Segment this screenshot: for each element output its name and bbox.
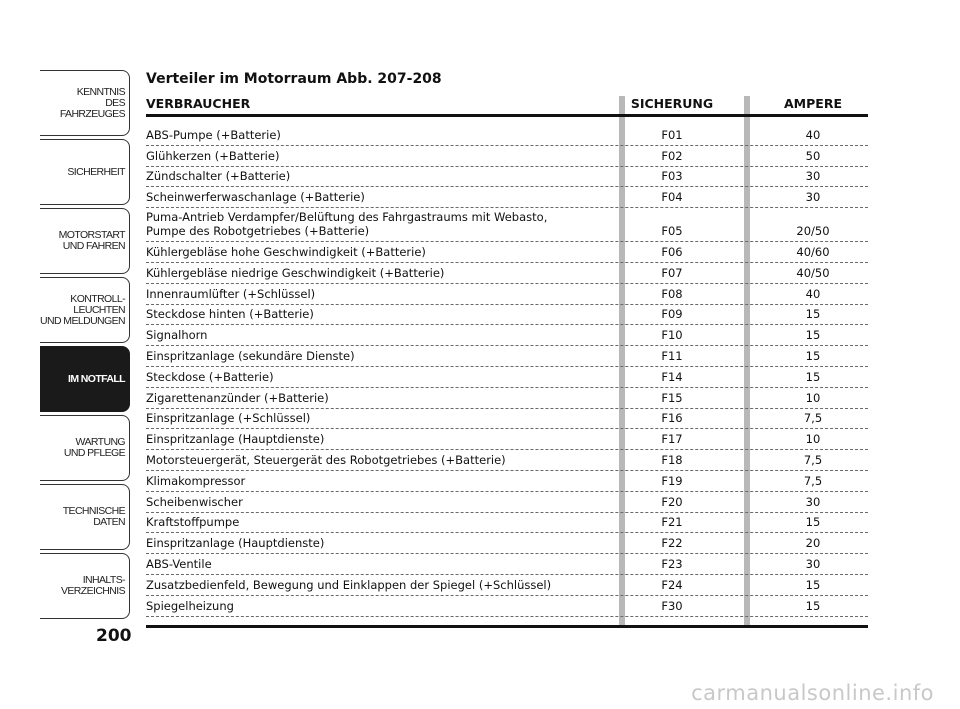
consumer-cell: ABS-Pumpe (+Batterie) (146, 127, 281, 142)
ampere-cell: 30 (805, 494, 821, 509)
consumer-cell: Einspritzanlage (+Schlüssel) (146, 411, 311, 426)
consumer-cell: Motorsteuergerät, Steuergerät des Robotgetriebes (+Batterie) (146, 452, 506, 467)
fuse-cell: F03 (661, 169, 683, 184)
tab-label: WARTUNG UND PFLEGE (63, 436, 125, 459)
consumer-cell: Kühlergebläse niedrige Geschwindigkeit (+Batterie) (146, 265, 445, 280)
consumer-cell: Zusatzbedienfeld, Bewegung und Einklappen der Spiegel (+Schlüssel) (146, 577, 552, 592)
fuse-cell: F14 (661, 369, 683, 384)
tab-label: IM NOTFALL (68, 372, 125, 385)
ampere-cell: 30 (805, 190, 821, 205)
tab-motorstart-und-fahren[interactable] (40, 208, 130, 274)
tab-wartung-und-pflege[interactable] (40, 415, 130, 481)
table-row (146, 512, 868, 534)
ampere-cell: 7,5 (803, 452, 823, 467)
ampere-cell: 20/50 (796, 224, 830, 239)
table-row (146, 574, 868, 596)
table-row (146, 241, 868, 263)
table-row (146, 449, 868, 471)
tab-inhaltsverzeichnis[interactable] (40, 553, 130, 619)
table-row (146, 408, 868, 430)
consumer-cell: Glühkerzen (+Batterie) (146, 148, 280, 163)
tab-sicherheit[interactable] (40, 139, 130, 205)
ampere-cell: 30 (805, 556, 821, 571)
fuse-cell: F15 (661, 390, 683, 405)
table-row (146, 262, 868, 284)
table-row (146, 428, 868, 450)
table-row (146, 186, 868, 208)
tab-label: KENNTNIS DES FAHRZEUGES (59, 85, 125, 120)
tab-label: SICHERHEIT (67, 165, 125, 178)
consumer-cell: Einspritzanlage (sekundäre Dienste) (146, 348, 355, 363)
fuse-cell: F02 (661, 148, 683, 163)
tab-kenntnis-des-fahrzeuges[interactable] (40, 70, 130, 136)
table-row (146, 304, 868, 326)
table-row (146, 470, 868, 492)
consumer-cell: Puma-Antrieb Verdampfer/Belüftung des Fahrgastraums mit Webasto, Pumpe des Robotgetriebes (+Batterie) (146, 210, 548, 239)
ampere-cell: 7,5 (803, 411, 823, 426)
fuse-cell: F10 (661, 328, 683, 343)
fuse-cell: F19 (661, 473, 683, 488)
table-row (146, 553, 868, 575)
table-row (146, 166, 868, 188)
ampere-cell: 40/60 (796, 244, 830, 259)
ampere-cell: 40 (805, 127, 821, 142)
tab-label: KONTROLL- LEUCHTEN UND MELDUNGEN (40, 292, 125, 327)
fuse-cell: F30 (661, 598, 683, 613)
ampere-cell: 15 (805, 577, 821, 592)
ampere-cell: 15 (805, 515, 821, 530)
fuse-cell: F22 (661, 536, 683, 551)
consumer-cell: Klimakompressor (146, 473, 246, 488)
section-title: Verteiler im Motorraum Abb. 207-208 (146, 71, 442, 87)
consumer-cell: Scheibenwischer (146, 494, 243, 509)
table-row (146, 145, 868, 167)
table-row (146, 124, 868, 146)
tab-im-notfall[interactable] (40, 346, 130, 412)
consumer-cell: Einspritzanlage (Hauptdienste) (146, 432, 325, 447)
tab-label: MOTORSTART UND FAHREN (58, 229, 125, 252)
ampere-cell: 10 (805, 390, 821, 405)
ampere-cell: 7,5 (803, 473, 823, 488)
table-row (146, 387, 868, 409)
consumer-cell: Einspritzanlage (Hauptdienste) (146, 536, 325, 551)
fuse-cell: F24 (661, 577, 683, 592)
table-row (146, 345, 868, 367)
table-row (146, 283, 868, 305)
ampere-cell: 15 (805, 598, 821, 613)
tab-label: INHALTS- VERZEICHNIS (61, 574, 125, 597)
fuse-cell: F20 (661, 494, 683, 509)
fuse-cell: F11 (661, 348, 683, 363)
fuse-cell: F17 (661, 432, 683, 447)
fuse-cell: F06 (661, 244, 683, 259)
ampere-cell: 40 (805, 286, 821, 301)
header-divider (146, 114, 868, 117)
fuse-cell: F04 (661, 190, 683, 205)
ampere-cell: 15 (805, 328, 821, 343)
ampere-cell: 15 (805, 307, 821, 322)
table-row (146, 207, 868, 242)
consumer-cell: Spiegelheizung (146, 598, 234, 613)
fuse-cell: F05 (661, 224, 683, 239)
consumer-cell: Steckdose (+Batterie) (146, 369, 274, 384)
consumer-cell: Innenraumlüfter (+Schlüssel) (146, 286, 316, 301)
fuse-cell: F18 (661, 452, 683, 467)
fuse-cell: F16 (661, 411, 683, 426)
ampere-cell: 15 (805, 369, 821, 384)
column-header-fuse: SICHERUNG (630, 96, 714, 111)
fuse-cell: F01 (661, 127, 683, 142)
watermark: carmanualsonline.info (691, 681, 934, 705)
consumer-cell: Zigarettenanzünder (+Batterie) (146, 390, 329, 405)
consumer-cell: Signalhorn (146, 328, 208, 343)
fuse-cell: F08 (661, 286, 683, 301)
page-number: 200 (96, 626, 132, 646)
ampere-cell: 50 (805, 148, 821, 163)
tab-kontrollleuchten-und-meldungen[interactable] (40, 277, 130, 343)
fuse-cell: F23 (661, 556, 683, 571)
consumer-cell: Zündschalter (+Batterie) (146, 169, 291, 184)
fuse-cell: F07 (661, 265, 683, 280)
table-row (146, 324, 868, 346)
table-row (146, 491, 868, 513)
consumer-cell: ABS-Ventile (146, 556, 212, 571)
table-row (146, 595, 868, 617)
table-bottom-line (146, 625, 868, 628)
consumer-cell: Kraftstoffpumpe (146, 515, 240, 530)
ampere-cell: 15 (805, 348, 821, 363)
table-row (146, 532, 868, 554)
tab-label: TECHNISCHE DATEN (62, 505, 125, 528)
consumer-cell: Kühlergebläse hohe Geschwindigkeit (+Batterie) (146, 244, 426, 259)
table-row (146, 366, 868, 388)
column-header-ampere: AMPERE (784, 96, 842, 111)
fuse-cell: F09 (661, 307, 683, 322)
fuse-cell: F21 (661, 515, 683, 530)
consumer-cell: Scheinwerferwaschanlage (+Batterie) (146, 190, 365, 205)
ampere-cell: 40/50 (796, 265, 830, 280)
tab-technische-daten[interactable] (40, 484, 130, 550)
ampere-cell: 30 (805, 169, 821, 184)
column-header-consumer: VERBRAUCHER (146, 96, 251, 111)
ampere-cell: 10 (805, 432, 821, 447)
consumer-cell: Steckdose hinten (+Batterie) (146, 307, 314, 322)
ampere-cell: 20 (805, 536, 821, 551)
